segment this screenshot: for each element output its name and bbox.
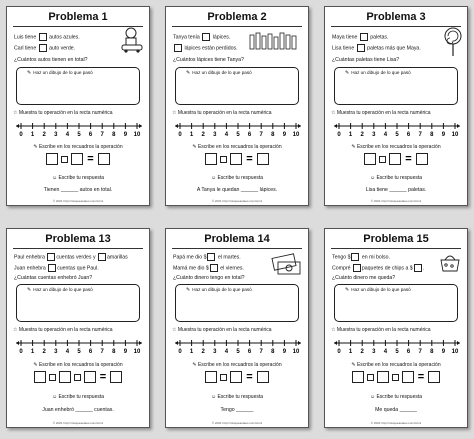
equals-sign: = <box>405 153 412 165</box>
number-line-tick-label: 9 <box>282 132 287 137</box>
number-line-tick-label: 7 <box>259 349 263 354</box>
title-divider <box>331 248 461 249</box>
star-icon: ☆ <box>172 327 177 333</box>
response-label: ☺ Escribe tu respuesta <box>51 175 105 181</box>
question: ¿Cuántos autos tienen en total? <box>14 57 88 63</box>
number-line-tick-label: 5 <box>395 132 399 137</box>
number-line[interactable] <box>333 121 461 137</box>
copyright: © 2021 http://misqueaulaes.com/mimi <box>211 421 263 425</box>
number-line-label: ☆ Muestra tu operación en la recta numérica <box>13 110 113 116</box>
operand-box[interactable] <box>59 371 71 383</box>
response-label: ☺ Escribe tu respuesta <box>369 394 423 400</box>
equals-sign: = <box>87 153 94 165</box>
number-line-tick-label: 6 <box>406 132 411 137</box>
operator-box[interactable] <box>220 156 227 163</box>
problem-card-13 <box>6 228 150 428</box>
number-line-tick-label: 4 <box>65 349 70 354</box>
number-line-label: ☆ Muestra tu operación en la recta numérica <box>172 327 272 333</box>
smiley-icon: ☺ <box>51 394 58 400</box>
number-line-tick-label: 2 <box>42 132 46 137</box>
answer-box[interactable] <box>48 264 56 272</box>
problem-line-1: Tanya tenía lápices. <box>173 34 231 41</box>
number-line-tick-label: 7 <box>418 349 422 354</box>
smiley-icon: ☺ <box>51 175 58 181</box>
card-title: Problema 14 <box>204 233 270 245</box>
problem-line-2: lápices están perdidos. <box>173 44 238 52</box>
operation-label: ✎ Escribe en los recuadros la operación <box>351 144 441 150</box>
answer-box[interactable] <box>207 253 215 261</box>
number-line-tick-label: 9 <box>441 349 446 354</box>
number-line-tick-label: 7 <box>259 132 263 137</box>
answer-box[interactable] <box>39 44 47 52</box>
left-arrow-icon <box>16 341 19 345</box>
answer-box[interactable] <box>39 33 47 41</box>
operator-box[interactable] <box>367 374 374 381</box>
answer-sentence: Tengo ______ <box>220 407 254 413</box>
number-line-label: ☆ Muestra tu operación en la recta numérica <box>13 327 113 333</box>
drawing-area[interactable] <box>16 284 140 322</box>
problem-line-1: Tengo $ en mi bolso. <box>332 254 390 261</box>
number-line-tick-label: 0 <box>337 349 341 354</box>
number-line-tick-label: 5 <box>395 349 399 354</box>
answer-box[interactable] <box>47 253 55 261</box>
right-arrow-icon <box>298 341 301 345</box>
number-line-tick-label: 4 <box>224 349 229 354</box>
drawing-label: ✎ Haz un dibujo de lo que pasó <box>345 70 411 76</box>
title-divider <box>172 26 302 27</box>
number-line-tick-label: 10 <box>133 132 141 137</box>
right-arrow-icon <box>298 124 301 128</box>
number-line-tick-label: 1 <box>348 349 353 354</box>
answer-box[interactable] <box>360 33 368 41</box>
number-line-tick-label: 2 <box>360 132 364 137</box>
operand-box[interactable] <box>352 371 364 383</box>
operator-box[interactable] <box>61 156 68 163</box>
answer-sentence: Me queda ______ <box>375 407 417 413</box>
number-line-tick-label: 6 <box>247 132 252 137</box>
problem-card-1 <box>6 6 150 206</box>
answer-box[interactable] <box>202 33 210 41</box>
number-line-tick-label: 8 <box>271 132 275 137</box>
answer-sentence: A Tanya le quedan ______ lápices. <box>196 187 278 193</box>
answer-box[interactable] <box>174 44 182 52</box>
problem-line-2: Lisa tiene paletas más que Maya. <box>332 45 421 52</box>
operand-box[interactable] <box>364 153 376 165</box>
operation-equation <box>7 371 149 383</box>
pencil-icon: ✎ <box>27 287 32 293</box>
question: ¿Cuántos lápices tiene Tanya? <box>173 57 244 63</box>
right-arrow-icon <box>139 341 142 345</box>
number-line-label: ☆ Muestra tu operación en la recta numérica <box>331 110 431 116</box>
number-line-tick-label: 6 <box>88 349 93 354</box>
equals-sign: = <box>99 371 107 383</box>
number-line-tick-label: 5 <box>77 132 81 137</box>
star-icon: ☆ <box>172 110 177 116</box>
operation-equation <box>325 371 467 383</box>
problem-card-2 <box>165 6 309 206</box>
problem-line-2: Carl tiene auto verde. <box>14 45 76 52</box>
star-icon: ☆ <box>331 327 336 333</box>
answer-sentence: Juan enhebró ______ cuentas. <box>42 407 114 413</box>
number-line-tick-label: 8 <box>112 349 116 354</box>
operand-box[interactable] <box>84 371 96 383</box>
problem-line-1: Paul enhebra cuentas verdes y amarillas <box>14 254 128 261</box>
number-line-label: ☆ Muestra tu operación en la recta numérica <box>331 327 431 333</box>
answer-box[interactable] <box>210 264 218 272</box>
number-line-tick-label: 4 <box>65 132 70 137</box>
number-line-tick-label: 8 <box>430 349 434 354</box>
copyright: © 2021 http://misqueaulaes.com/mimi <box>211 199 263 203</box>
pencils-illustration <box>248 31 304 51</box>
right-arrow-icon <box>457 341 460 345</box>
response-label: ☺ Escribe tu respuesta <box>210 175 264 181</box>
operation-equation <box>166 153 308 165</box>
problem-line-1: Papá me dio $ el martes. <box>173 254 241 261</box>
right-arrow-icon <box>457 124 460 128</box>
answer-box[interactable] <box>98 253 106 261</box>
lollipop-illustration <box>443 27 463 57</box>
number-line-tick-label: 3 <box>213 132 217 137</box>
number-line-tick-label: 5 <box>236 349 240 354</box>
number-line-tick-label: 1 <box>30 349 35 354</box>
answer-box[interactable] <box>353 264 361 272</box>
card-title: Problema 1 <box>48 11 108 23</box>
result-box[interactable] <box>257 371 269 383</box>
drawing-label: ✎ Haz un dibujo de lo que pasó <box>345 287 411 293</box>
operation-label: ✎ Escribe en los recuadros la operación <box>33 362 123 368</box>
operation-label: ✎ Escribe en los recuadros la operación <box>192 144 282 150</box>
pencil-icon: ✎ <box>33 144 38 150</box>
question: ¿Cuánto dinero tengo en total? <box>173 275 245 281</box>
operator-box[interactable] <box>379 156 386 163</box>
left-arrow-icon <box>175 124 178 128</box>
number-line-tick-label: 0 <box>337 132 341 137</box>
pencil-icon: ✎ <box>192 144 197 150</box>
operand-box[interactable] <box>34 371 46 383</box>
pencil-icon: ✎ <box>186 287 191 293</box>
operand-box[interactable] <box>205 153 217 165</box>
pencil-icon: ✎ <box>33 362 38 368</box>
card-title: Problema 2 <box>207 11 267 23</box>
copyright: © 2021 http://misqueaulaes.com/mimi <box>52 199 104 203</box>
problem-line-2: Juan enhebra cuentas que Paul. <box>14 265 99 272</box>
answer-box[interactable] <box>351 253 359 261</box>
pencil-icon: ✎ <box>351 144 356 150</box>
problem-card-14 <box>165 228 309 428</box>
left-arrow-icon <box>16 124 19 128</box>
number-line-tick-label: 0 <box>19 349 23 354</box>
left-arrow-icon <box>334 124 337 128</box>
response-label: ☺ Escribe tu respuesta <box>369 175 423 181</box>
left-arrow-icon <box>334 341 337 345</box>
number-line-tick-label: 7 <box>100 132 104 137</box>
operand-box[interactable] <box>71 153 83 165</box>
copyright: © 2021 http://misqueaulaes.com/mimi <box>370 199 422 203</box>
drawing-label: ✎ Haz un dibujo de lo que pasó <box>186 70 252 76</box>
number-line-tick-label: 2 <box>201 132 205 137</box>
number-line-tick-label: 3 <box>372 349 376 354</box>
problem-line-2: Compré paquetes de chips a $ . <box>332 265 425 272</box>
number-line-tick-label: 10 <box>133 349 141 354</box>
equals-sign: = <box>246 153 253 165</box>
number-line-tick-label: 7 <box>100 349 104 354</box>
number-line-tick-label: 0 <box>178 349 182 354</box>
right-arrow-icon <box>139 124 142 128</box>
pencil-icon: ✎ <box>345 287 350 293</box>
operand-box[interactable] <box>377 371 389 383</box>
number-line-tick-label: 3 <box>54 132 58 137</box>
title-divider <box>172 248 302 249</box>
number-line-tick-label: 7 <box>418 132 422 137</box>
drawing-label: ✎ Haz un dibujo de lo que pasó <box>27 287 93 293</box>
number-line-tick-label: 9 <box>282 349 287 354</box>
operator-box[interactable] <box>220 374 227 381</box>
answer-box[interactable] <box>357 44 365 52</box>
result-box[interactable] <box>416 153 428 165</box>
operand-box[interactable] <box>230 371 242 383</box>
copyright: © 2021 http://misqueaulaes.com/mimi <box>370 421 422 425</box>
star-icon: ☆ <box>13 327 18 333</box>
number-line-tick-label: 1 <box>189 349 194 354</box>
copyright: © 2021 http://misqueaulaes.com/mimi <box>52 421 104 425</box>
answer-sentence: Lisa tiene ______ paletas. <box>365 187 427 193</box>
pencil-icon: ✎ <box>351 362 356 368</box>
number-line-tick-label: 1 <box>189 132 194 137</box>
result-box[interactable] <box>257 153 269 165</box>
pencil-icon: ✎ <box>192 362 197 368</box>
question: ¿Cuántas paletas tiene Lisa? <box>332 57 400 63</box>
title-divider <box>331 26 461 27</box>
operator-box[interactable] <box>49 374 56 381</box>
number-line-tick-label: 6 <box>247 349 252 354</box>
problem-line-1: Maya tiene paletas. <box>332 34 389 41</box>
smiley-icon: ☺ <box>369 394 376 400</box>
smiley-icon: ☺ <box>210 175 217 181</box>
question: ¿Cuánto dinero me queda? <box>332 275 396 281</box>
number-line-tick-label: 6 <box>88 132 93 137</box>
number-line-tick-label: 9 <box>441 132 446 137</box>
response-label: ☺ Escribe tu respuesta <box>210 394 264 400</box>
number-line-tick-label: 2 <box>42 349 46 354</box>
number-line-tick-label: 8 <box>271 349 275 354</box>
equals-sign: = <box>246 371 253 383</box>
drawing-area[interactable] <box>334 67 458 105</box>
number-line-tick-label: 10 <box>451 349 459 354</box>
number-line-tick-label: 10 <box>451 132 459 137</box>
number-line-tick-label: 2 <box>201 349 205 354</box>
number-line-tick-label: 5 <box>236 132 240 137</box>
number-line-tick-label: 10 <box>292 132 300 137</box>
number-line[interactable] <box>15 121 143 137</box>
problem-card-15 <box>324 228 468 428</box>
toy-car-boy-illustration <box>119 27 145 53</box>
number-line[interactable] <box>174 338 302 354</box>
number-line-tick-label: 3 <box>54 349 58 354</box>
number-line-tick-label: 1 <box>30 132 35 137</box>
pencil-icon: ✎ <box>345 70 350 76</box>
number-line-tick-label: 3 <box>213 349 217 354</box>
operation-label: ✎ Escribe en los recuadros la operación <box>192 362 282 368</box>
card-title: Problema 13 <box>45 233 111 245</box>
drawing-area[interactable] <box>16 67 140 105</box>
number-line-tick-label: 9 <box>123 132 128 137</box>
smiley-icon: ☺ <box>210 394 217 400</box>
drawing-label: ✎ Haz un dibujo de lo que pasó <box>186 287 252 293</box>
number-line-tick-label: 8 <box>112 132 116 137</box>
number-line[interactable] <box>15 338 143 354</box>
card-title: Problema 3 <box>366 11 426 23</box>
number-line-label: ☆ Muestra tu operación en la recta numérica <box>172 110 272 116</box>
number-line-tick-label: 4 <box>224 132 229 137</box>
number-line-tick-label: 5 <box>77 349 81 354</box>
card-title: Problema 15 <box>363 233 429 245</box>
operation-label: ✎ Escribe en los recuadros la operación <box>33 144 123 150</box>
response-label: ☺ Escribe tu respuesta <box>51 394 105 400</box>
title-divider <box>13 248 143 249</box>
smiley-icon: ☺ <box>369 175 376 181</box>
problem-line-1: Luis tiene autos azules. <box>14 34 80 41</box>
operator-box[interactable] <box>392 374 399 381</box>
answer-box[interactable] <box>414 264 422 272</box>
equals-sign: = <box>417 371 425 383</box>
star-icon: ☆ <box>331 110 336 116</box>
drawing-area[interactable] <box>175 284 299 322</box>
number-line-tick-label: 8 <box>430 132 434 137</box>
number-line-tick-label: 4 <box>383 132 388 137</box>
pencil-icon: ✎ <box>186 70 191 76</box>
number-line-tick-label: 1 <box>348 132 353 137</box>
operand-box[interactable] <box>205 371 217 383</box>
money-bills-illustration <box>270 253 304 277</box>
number-line-tick-label: 0 <box>178 132 182 137</box>
operand-box[interactable] <box>230 153 242 165</box>
star-icon: ☆ <box>13 110 18 116</box>
number-line-tick-label: 6 <box>406 349 411 354</box>
number-line-tick-label: 4 <box>383 349 388 354</box>
result-box[interactable] <box>428 371 440 383</box>
number-line[interactable] <box>333 338 461 354</box>
left-arrow-icon <box>175 341 178 345</box>
operation-equation <box>325 153 467 165</box>
operation-label: ✎ Escribe en los recuadros la operación <box>351 362 441 368</box>
answer-sentence: Tienen ______ autos en total. <box>43 187 113 193</box>
drawing-area[interactable] <box>334 284 458 322</box>
number-line-tick-label: 3 <box>372 132 376 137</box>
operand-box[interactable] <box>46 153 58 165</box>
operand-box[interactable] <box>402 371 414 383</box>
operation-equation <box>166 371 308 383</box>
question: ¿Cuántas cuentas enhebró Juan? <box>14 275 93 281</box>
operator-box[interactable] <box>74 374 81 381</box>
purse-chips-illustration <box>437 251 463 273</box>
operand-box[interactable] <box>389 153 401 165</box>
operation-equation <box>7 153 149 165</box>
pencil-icon: ✎ <box>27 70 32 76</box>
drawing-label: ✎ Haz un dibujo de lo que pasó <box>27 70 93 76</box>
number-line-tick-label: 10 <box>292 349 300 354</box>
number-line-tick-label: 0 <box>19 132 23 137</box>
result-box[interactable] <box>98 153 110 165</box>
number-line-tick-label: 9 <box>123 349 128 354</box>
problem-card-3 <box>324 6 468 206</box>
number-line[interactable] <box>174 121 302 137</box>
number-line-tick-label: 2 <box>360 349 364 354</box>
result-box[interactable] <box>110 371 122 383</box>
problem-line-2: Mamá me dio $ el viernes. <box>173 265 244 272</box>
drawing-area[interactable] <box>175 67 299 105</box>
